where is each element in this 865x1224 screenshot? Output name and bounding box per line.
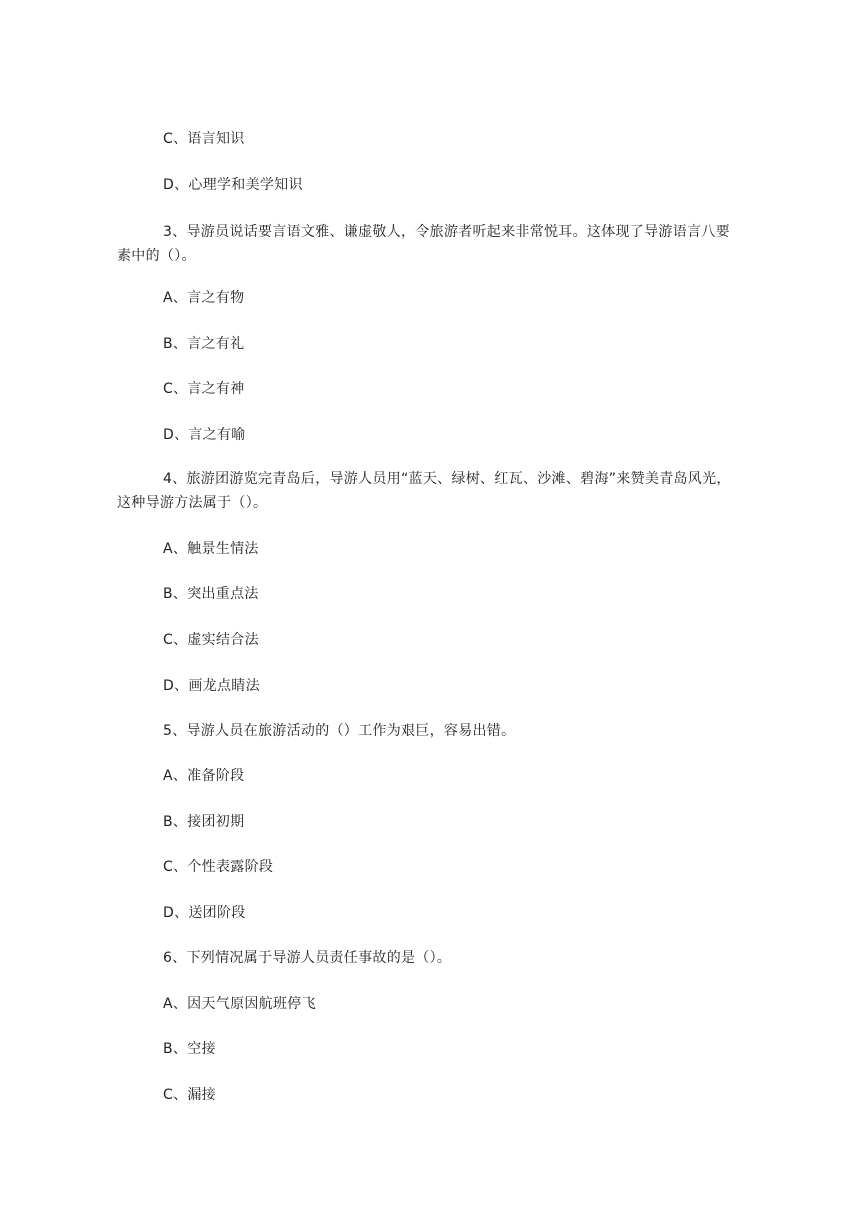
question-4-option-b: B、突出重点法 xyxy=(163,586,259,602)
question-4: 4、旅游团游览完青岛后，导游人员用“蓝天、绿树、红瓦、沙滩、碧海”来赞美青岛风光，这种导游方法属于（）。 xyxy=(117,471,731,511)
question-3-option-a: A、言之有物 xyxy=(163,290,245,306)
question-5-option-d: D、送团阶段 xyxy=(163,905,246,921)
option-c-language-knowledge: C、语言知识 xyxy=(163,131,245,147)
question-6-option-a: A、因天气原因航班停飞 xyxy=(163,996,316,1012)
question-3-option-b: B、言之有礼 xyxy=(163,336,245,352)
question-6: 6、下列情况属于导游人员责任事故的是（）。 xyxy=(163,950,452,966)
question-5-option-c: C、个性表露阶段 xyxy=(163,859,274,875)
question-6-option-b: B、空接 xyxy=(163,1041,216,1057)
question-4-option-d: D、画龙点睛法 xyxy=(163,678,260,694)
question-5: 5、导游人员在旅游活动的（）工作为艰巨，容易出错。 xyxy=(163,723,516,739)
question-4-option-c: C、虚实结合法 xyxy=(163,632,259,648)
question-5-option-b: B、接团初期 xyxy=(163,814,245,830)
question-3: 3、导游员说话要言语文雅、谦虚敬人，令旅游者听起来非常悦耳。这体现了导游语言八要素中的（）。 xyxy=(117,224,730,264)
question-3-option-c: C、言之有神 xyxy=(163,381,245,397)
question-6-option-c: C、漏接 xyxy=(163,1087,216,1103)
question-3-option-d: D、言之有喻 xyxy=(163,427,246,443)
question-5-option-a: A、准备阶段 xyxy=(163,768,245,784)
question-4-option-a: A、触景生情法 xyxy=(163,541,259,557)
option-d-psychology-aesthetics: D、心理学和美学知识 xyxy=(163,177,303,193)
